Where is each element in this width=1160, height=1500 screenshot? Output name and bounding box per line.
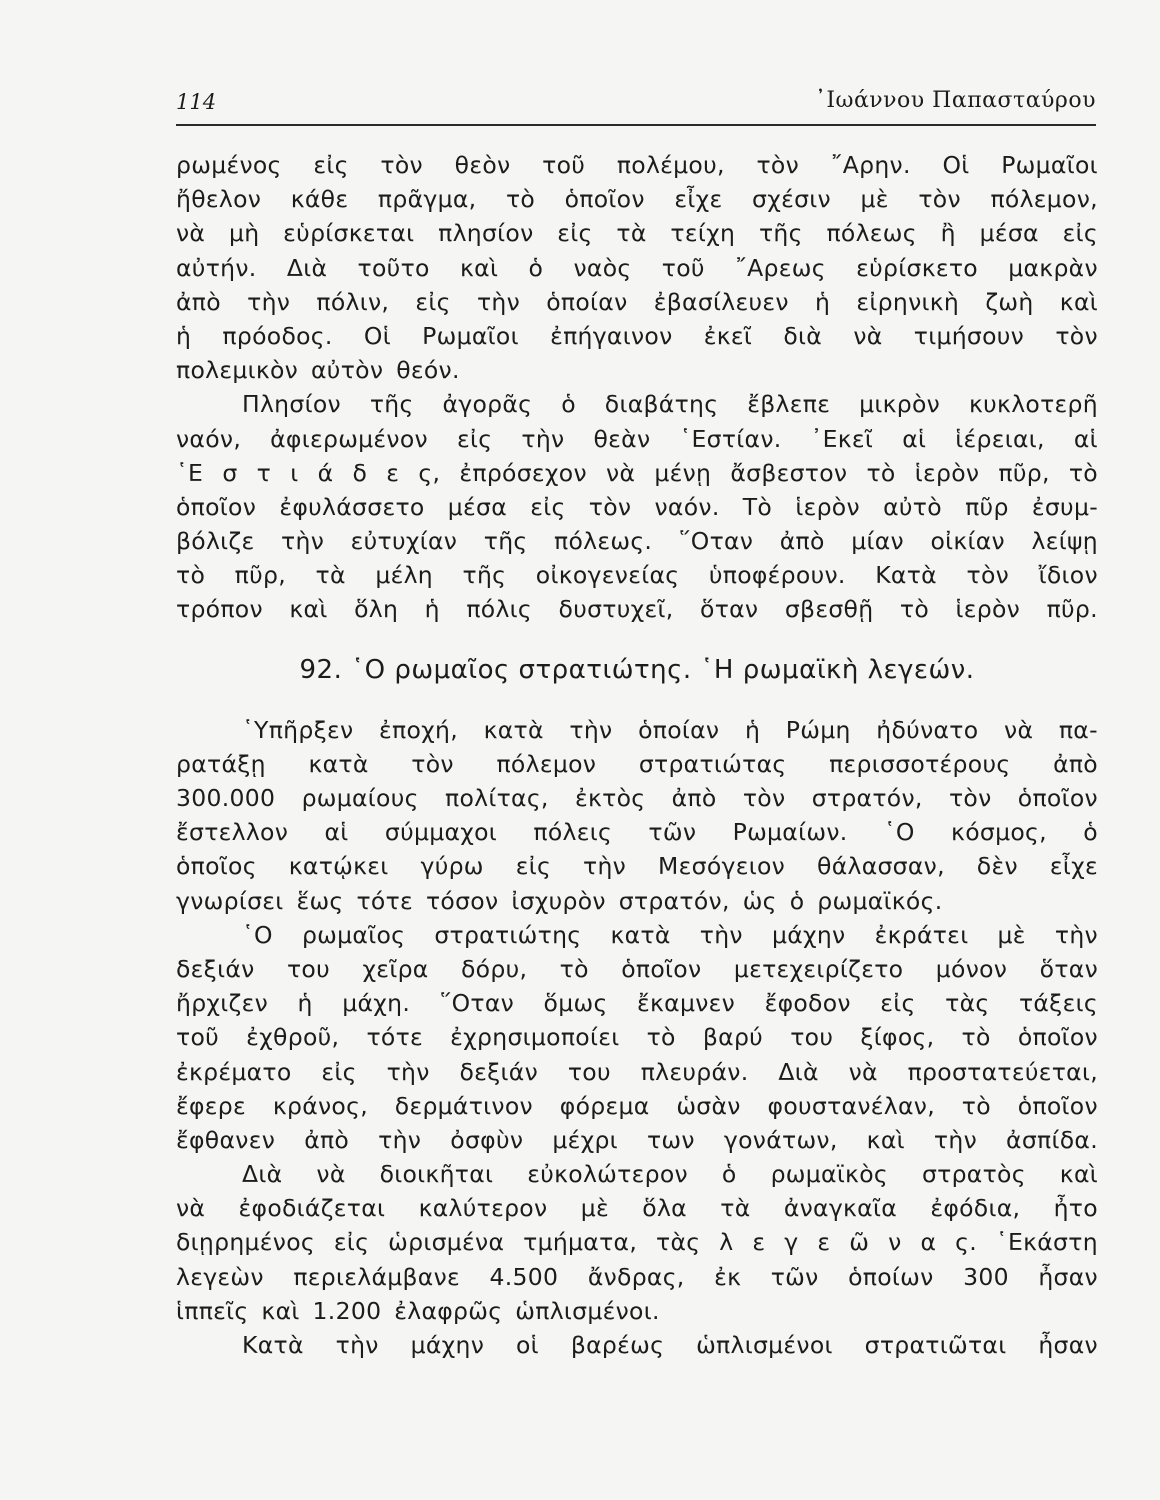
text-line: ναόν, ἀφιερωμένον εἰς τὴν θεὰν ῾Εστίαν. ᾿Εκεῖ αἱ ἱέρειαι, αἱ <box>176 424 1098 453</box>
text-line: δεξιάν του χεῖρα δόρυ, τὸ ὁποῖον μετεχειρίζετο μόνον ὅταν <box>176 954 1098 983</box>
text-line: τρόπον καὶ ὅλη ἡ πόλις δυστυχεῖ, ὅταν σβεσθῇ τὸ ἱερὸν πῦρ. <box>176 595 1098 624</box>
paragraph-6 <box>176 1328 1098 1362</box>
text-line: τὸ πῦρ, τὰ μέλη τῆς οἰκογενείας ὑποφέρουν. Κατὰ τὸν ἴδιον <box>176 561 1098 590</box>
text-line: νὰ ἐφοδιάζεται καλύτερον μὲ ὅλα τὰ ἀναγκαῖα ἐφόδια, ἦτο <box>176 1194 1098 1223</box>
section-title: 92. ῾Ο ρωμαῖος στρατιώτης. ῾Η ρωμαϊκὴ λεγεών. <box>299 654 975 685</box>
text-line: βόλιζε τὴν εὐτυχίαν τῆς πόλεως. ῞Οταν ἀπὸ μίαν οἰκίαν λείψῃ <box>176 527 1098 556</box>
text-line: Πλησίον τῆς ἀγορᾶς ὁ διαβάτης ἔβλεπε μικρὸν κυκλοτερῆ <box>242 390 1098 419</box>
paragraph-2 <box>176 387 1098 626</box>
text-line: ἔφθανεν ἀπὸ τὴν ὀσφὺν μέχρι των γονάτων, καὶ τὴν ἀσπίδα. <box>176 1125 1098 1154</box>
text-line: ὁποῖον ἐφυλάσσετο μέσα εἰς τὸν ναόν. Τὸ ἱερὸν αὐτὸ πῦρ ἐσυμ- <box>176 492 1098 521</box>
running-head-author: ᾿Ιωάννου Παπασταύρου <box>814 88 1096 113</box>
paragraph-3 <box>176 713 1098 918</box>
text-line: ῾Ο ρωμαῖος στρατιώτης κατὰ τὴν μάχην ἐκράτει μὲ τὴν <box>242 920 1098 949</box>
text-line: ῾Υπῆρξεν ἐποχή, κατὰ τὴν ὁποίαν ἡ Ρώμη ἠδύνατο νὰ πα- <box>242 715 1098 744</box>
page-number: 114 <box>176 90 217 114</box>
text-line: Διὰ νὰ διοικῆται εὐκολώτερον ὁ ρωμαϊκὸς στρατὸς καὶ <box>242 1160 1098 1189</box>
text-line: ἔφερε κράνος, δερμάτινον φόρεμα ὡσὰν φουστανέλαν, τὸ ὁποῖον <box>176 1091 1098 1120</box>
text-line: πολεμικὸν αὐτὸν θεόν. <box>176 356 460 385</box>
text-line: ὁποῖος κατῴκει γύρω εἰς τὴν Μεσόγειον θάλασσαν, δὲν εἶχε <box>176 852 1098 881</box>
text-line: νὰ μὴ εὑρίσκεται πλησίον εἰς τὰ τείχη τῆς πόλεως ἢ μέσα εἰς <box>176 219 1098 248</box>
text-line: ἤρχιζεν ἡ μάχη. ῞Οταν ὅμως ἔκαμνεν ἔφοδον εἰς τὰς τάξεις <box>176 989 1098 1018</box>
text-line: ρατάξῃ κατὰ τὸν πόλεμον στρατιώτας περισσοτέρους ἀπὸ <box>176 749 1098 778</box>
text-line: ἔστελλον αἱ σύμμαχοι πόλεις τῶν Ρωμαίων. ῾Ο κόσμος, ὁ <box>176 818 1098 847</box>
text-line: ἀπὸ τὴν πόλιν, εἰς τὴν ὁποίαν ἐβασίλευεν ἡ εἰρηνικὴ ζωὴ καὶ <box>176 287 1098 316</box>
text-line: αὐτήν. Διὰ τοῦτο καὶ ὁ ναὸς τοῦ ῎Αρεως εὑρίσκετο μακρὰν <box>176 253 1098 282</box>
text-line: ἱππεῖς καὶ 1.200 ἐλαφρῶς ὡπλισμένοι. <box>176 1296 660 1325</box>
text-line: ῾Ε σ τ ι ά δ ε ς, ἐπρόσεχον νὰ μένῃ ἄσβεστον τὸ ἱερὸν πῦρ, τὸ <box>176 458 1098 487</box>
text-line: λεγεὼν περιελάμβανε 4.500 ἄνδρας, ἐκ τῶν ὁποίων 300 ἦσαν <box>176 1262 1098 1291</box>
text-line: διῃρημένος εἰς ὡρισμένα τμήματα, τὰς λ ε γ ε ῶ ν α ς. ῾Εκάστη <box>176 1228 1098 1257</box>
text-line: ρωμένος εἰς τὸν θεὸν τοῦ πολέμου, τὸν ῎Αρην. Οἱ Ρωμαῖοι <box>176 151 1098 179</box>
text-line: Κατὰ τὴν μάχην οἱ βαρέως ὡπλισμένοι στρατιῶται ἦσαν <box>242 1331 1098 1359</box>
paragraph-5 <box>176 1157 1098 1328</box>
body-text <box>176 148 1098 1362</box>
paragraph-1 <box>176 148 1098 387</box>
text-line: ἡ πρόοδος. Οἱ Ρωμαῖοι ἐπήγαινον ἐκεῖ διὰ νὰ τιμήσουν τὸν <box>176 321 1098 350</box>
page-header <box>176 82 1096 126</box>
text-line: τοῦ ἐχθροῦ, τότε ἐχρησιμοποίει τὸ βαρύ του ξίφος, τὸ ὁποῖον <box>176 1023 1098 1052</box>
text-line: 300.000 ρωμαίους πολίτας, ἐκτὸς ἀπὸ τὸν στρατόν, τὸν ὁποῖον <box>176 784 1098 812</box>
paragraph-4 <box>176 918 1098 1157</box>
text-line: ἤθελον κάθε πρᾶγμα, τὸ ὁποῖον εἶχε σχέσιν μὲ τὸν πόλεμον, <box>176 185 1098 214</box>
text-line: γνωρίσει ἕως τότε τόσον ἰσχυρὸν στρατόν, ὡς ὁ ρωμαϊκός. <box>176 886 943 915</box>
text-line: ἐκρέματο εἰς τὴν δεξιάν του πλευράν. Διὰ νὰ προστατεύεται, <box>176 1057 1098 1086</box>
